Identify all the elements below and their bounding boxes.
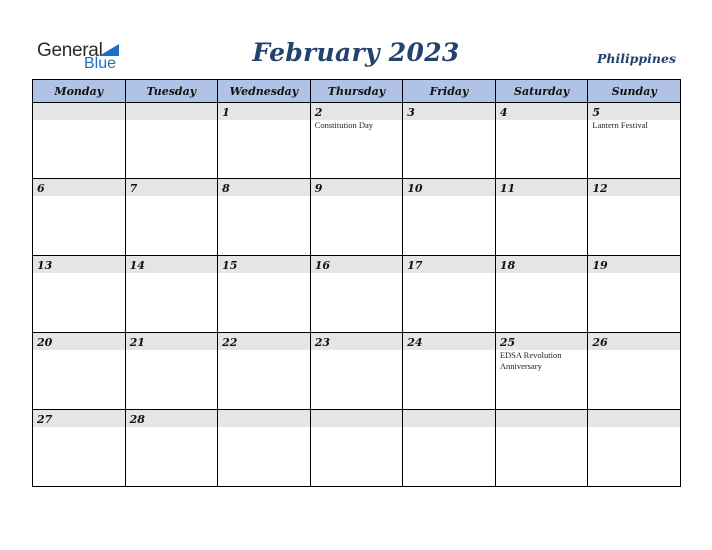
day-number-band xyxy=(126,333,218,350)
weekday-monday: Monday xyxy=(33,80,126,103)
day-number-band xyxy=(311,333,403,350)
day-cell xyxy=(33,179,126,256)
day-number: 8 xyxy=(222,182,230,195)
day-number: 27 xyxy=(37,413,53,426)
day-number-band xyxy=(33,410,125,427)
day-cell xyxy=(33,256,126,333)
day-cell xyxy=(33,410,126,487)
calendar-grid xyxy=(32,79,681,487)
day-number: 28 xyxy=(129,413,145,426)
day-cell xyxy=(403,333,496,410)
day-number-band xyxy=(311,103,403,120)
day-number: 18 xyxy=(499,259,516,272)
day-cell xyxy=(495,179,588,256)
day-cell xyxy=(218,179,311,256)
day-number: 6 xyxy=(37,182,45,195)
weekday-friday: Friday xyxy=(403,80,496,103)
day-cell xyxy=(588,256,681,333)
day-number: 9 xyxy=(314,182,323,195)
day-number: 24 xyxy=(407,336,423,349)
weekday-wednesday: Wednesday xyxy=(218,80,311,103)
day-number-band xyxy=(403,179,495,196)
day-cell xyxy=(588,333,681,410)
day-number-band xyxy=(588,179,680,196)
day-number: 5 xyxy=(592,106,601,119)
day-number-band xyxy=(218,179,310,196)
day-number: 4 xyxy=(499,106,508,119)
day-cell xyxy=(495,410,588,487)
weekday-header-row xyxy=(33,80,681,103)
day-number-band xyxy=(588,256,680,273)
country-label: Philippines xyxy=(596,51,676,66)
day-number-band xyxy=(218,103,310,120)
day-number-band xyxy=(33,103,125,120)
day-number-band xyxy=(218,410,310,427)
day-number: 17 xyxy=(407,259,423,272)
day-cell xyxy=(310,256,403,333)
day-cell xyxy=(33,333,126,410)
day-cell xyxy=(125,333,218,410)
holiday-event: Constitution Day xyxy=(314,120,374,130)
day-number: 11 xyxy=(499,182,516,195)
day-number: 2 xyxy=(314,106,323,119)
day-number-band xyxy=(33,333,125,350)
day-cell xyxy=(495,333,588,410)
logo-general-text: General xyxy=(37,40,103,61)
day-cell xyxy=(310,179,403,256)
day-cell xyxy=(403,103,496,179)
day-number-band xyxy=(311,256,403,273)
day-number: 22 xyxy=(222,336,238,349)
day-cell xyxy=(495,103,588,179)
day-number-band xyxy=(403,333,495,350)
day-number-band xyxy=(496,179,588,196)
holiday-event: EDSA Revolution Anniversary xyxy=(499,350,562,371)
day-number-band xyxy=(311,179,403,196)
day-number-band xyxy=(588,333,680,350)
day-number: 12 xyxy=(592,182,608,195)
day-number: 14 xyxy=(129,259,145,272)
week-row xyxy=(33,103,681,179)
day-number-band xyxy=(33,179,125,196)
day-cell xyxy=(310,103,403,179)
day-number-band xyxy=(588,103,680,120)
week-row xyxy=(33,410,681,487)
day-number: 19 xyxy=(592,259,608,272)
day-number-band xyxy=(496,410,588,427)
day-number: 13 xyxy=(37,259,53,272)
logo-blue-text: Blue xyxy=(84,55,117,72)
weekday-thursday: Thursday xyxy=(310,80,403,103)
day-cell xyxy=(33,103,126,179)
day-number-band xyxy=(496,333,588,350)
week-row xyxy=(33,333,681,410)
day-number-band xyxy=(126,410,218,427)
day-number-band xyxy=(588,410,680,427)
day-number-band xyxy=(496,256,588,273)
day-cell xyxy=(218,256,311,333)
day-number-band xyxy=(126,103,218,120)
day-number-band xyxy=(126,256,218,273)
day-cell xyxy=(588,179,681,256)
day-number-band xyxy=(218,256,310,273)
day-number: 3 xyxy=(407,106,415,119)
day-number: 16 xyxy=(314,259,330,272)
day-number: 20 xyxy=(37,336,53,349)
day-number-band xyxy=(403,256,495,273)
day-cell xyxy=(403,410,496,487)
day-number: 21 xyxy=(129,336,145,349)
calendar-title: February 2023 xyxy=(252,38,460,67)
week-row xyxy=(33,256,681,333)
day-number: 7 xyxy=(129,182,138,195)
day-number: 26 xyxy=(592,336,608,349)
day-cell xyxy=(403,256,496,333)
holiday-event: Lantern Festival xyxy=(592,120,648,130)
day-number-band xyxy=(311,410,403,427)
day-number: 1 xyxy=(222,106,230,119)
weekday-tuesday: Tuesday xyxy=(125,80,218,103)
day-cell xyxy=(125,179,218,256)
weekday-sunday: Sunday xyxy=(588,80,681,103)
day-number-band xyxy=(403,103,495,120)
day-cell xyxy=(495,256,588,333)
day-cell xyxy=(125,256,218,333)
day-number-band xyxy=(33,256,125,273)
day-cell xyxy=(125,410,218,487)
day-cell xyxy=(310,410,403,487)
day-number: 15 xyxy=(222,259,238,272)
day-number-band xyxy=(496,103,588,120)
day-number: 23 xyxy=(314,336,330,349)
day-cell xyxy=(218,333,311,410)
day-number: 10 xyxy=(407,182,423,195)
day-cell xyxy=(403,179,496,256)
day-number-band xyxy=(218,333,310,350)
day-number: 25 xyxy=(499,336,516,349)
day-cell xyxy=(588,410,681,487)
day-cell xyxy=(218,103,311,179)
weekday-saturday: Saturday xyxy=(495,80,588,103)
day-cell xyxy=(125,103,218,179)
day-cell xyxy=(588,103,681,179)
logo xyxy=(37,40,127,74)
day-number-band xyxy=(403,410,495,427)
day-cell xyxy=(310,333,403,410)
day-number-band xyxy=(126,179,218,196)
day-cell xyxy=(218,410,311,487)
week-row xyxy=(33,179,681,256)
